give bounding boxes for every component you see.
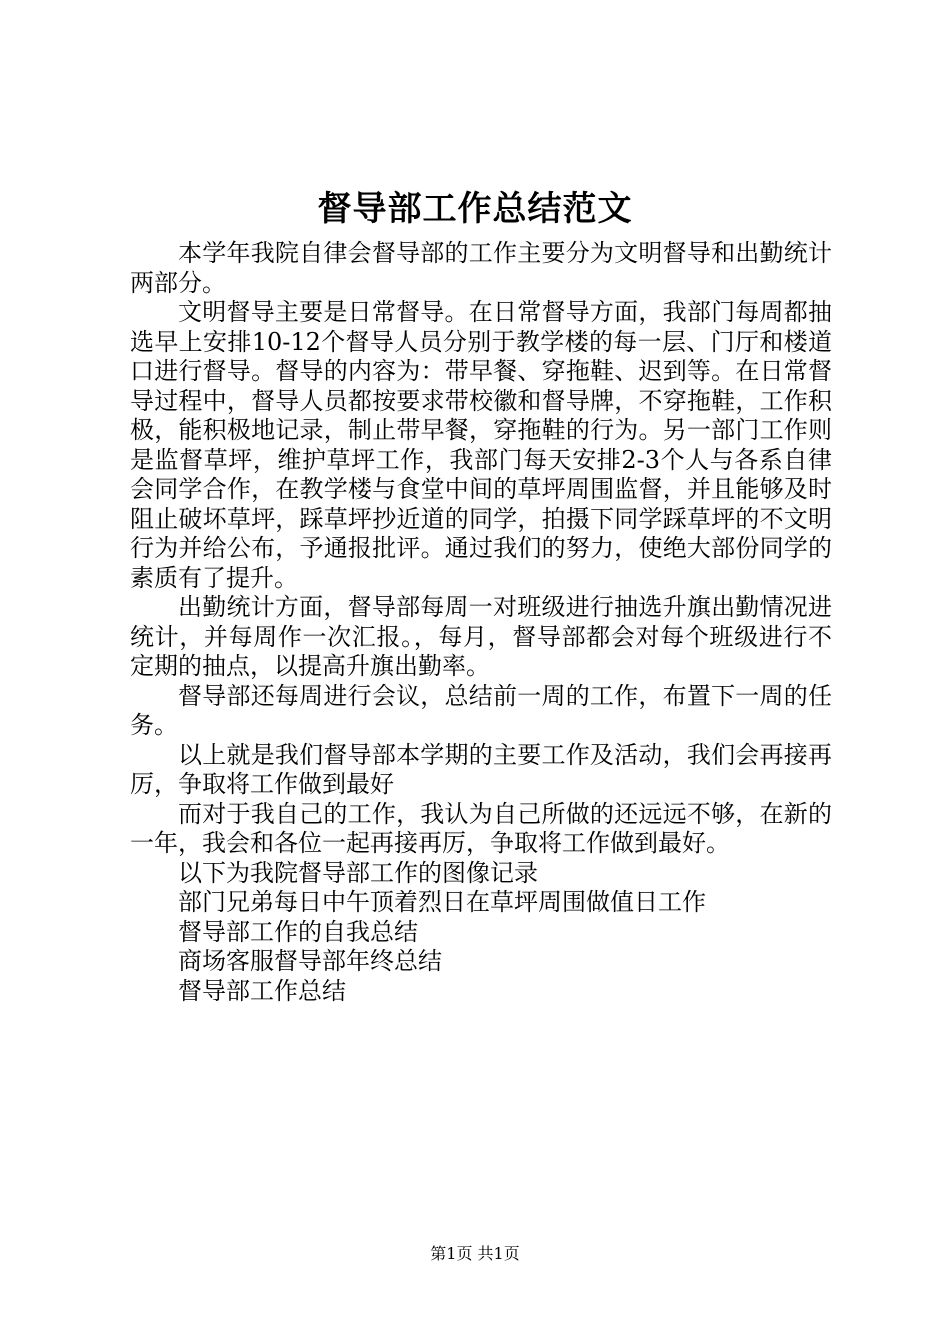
list-item: 督导部工作总结 — [178, 976, 346, 1005]
paragraph-meetings: 督导部还每周进行会议，总结前一周的工作，布置下一周的任务。 — [130, 681, 832, 739]
document-body — [130, 239, 832, 1006]
paragraph-intro: 本学年我院自律会督导部的工作主要分为文明督导和出勤统计两部分。 — [130, 239, 832, 297]
paragraph-attendance: 出勤统计方面，督导部每周一对班级进行抽选升旗出勤情况进统计，并每周作一次汇报。，每月，督导部都会对每个班级进行不定期的抽点，以提高升旗出勤率。 — [130, 593, 832, 680]
paragraph-summary: 以上就是我们督导部本学期的主要工作及活动，我们会再接再厉，争取将工作做到最好 — [130, 740, 832, 798]
list-item: 督导部工作的自我总结 — [178, 917, 418, 946]
list-item: 以下为我院督导部工作的图像记录 — [178, 858, 538, 887]
list-item: 商场客服督导部年终总结 — [178, 947, 442, 975]
page-title: 督导部工作总结范文 — [317, 189, 633, 229]
paragraph-civility-supervision: 文明督导主要是日常督导。在日常督导方面，我部门每周都抽选早上安排10-12个督导人员分别于教学楼的每一层、门厅和楼道口进行督导。督导的内容为：带早餐、穿拖鞋、迟到等。在日常督导过程中，督导人员都按要求带校徽和督导牌，不穿拖鞋，工作积极，能积极地记录，制止带早餐，穿拖鞋的行为。另一部门工作则是监督草坪，维护草坪工作，我部门每天安排2-3个人与各系自律会同学合作，在教学楼与食堂中间的草坪周围监督，并且能够及时阻止破坏草坪，踩草坪抄近道的同学，拍摄下同学踩草坪的不文明行为并给公布，予通报批评。通过我们的努力，使绝大部份同学的素质有了提升。 — [130, 298, 832, 592]
page-footer: 第1页 共1页 — [430, 1244, 520, 1263]
paragraph-personal: 而对于我自己的工作，我认为自己所做的还远远不够，在新的一年，我会和各位一起再接再厉，争取将工作做到最好。 — [130, 799, 832, 857]
list-item: 部门兄弟每日中午顶着烈日在草坪周围做值日工作 — [178, 888, 706, 916]
